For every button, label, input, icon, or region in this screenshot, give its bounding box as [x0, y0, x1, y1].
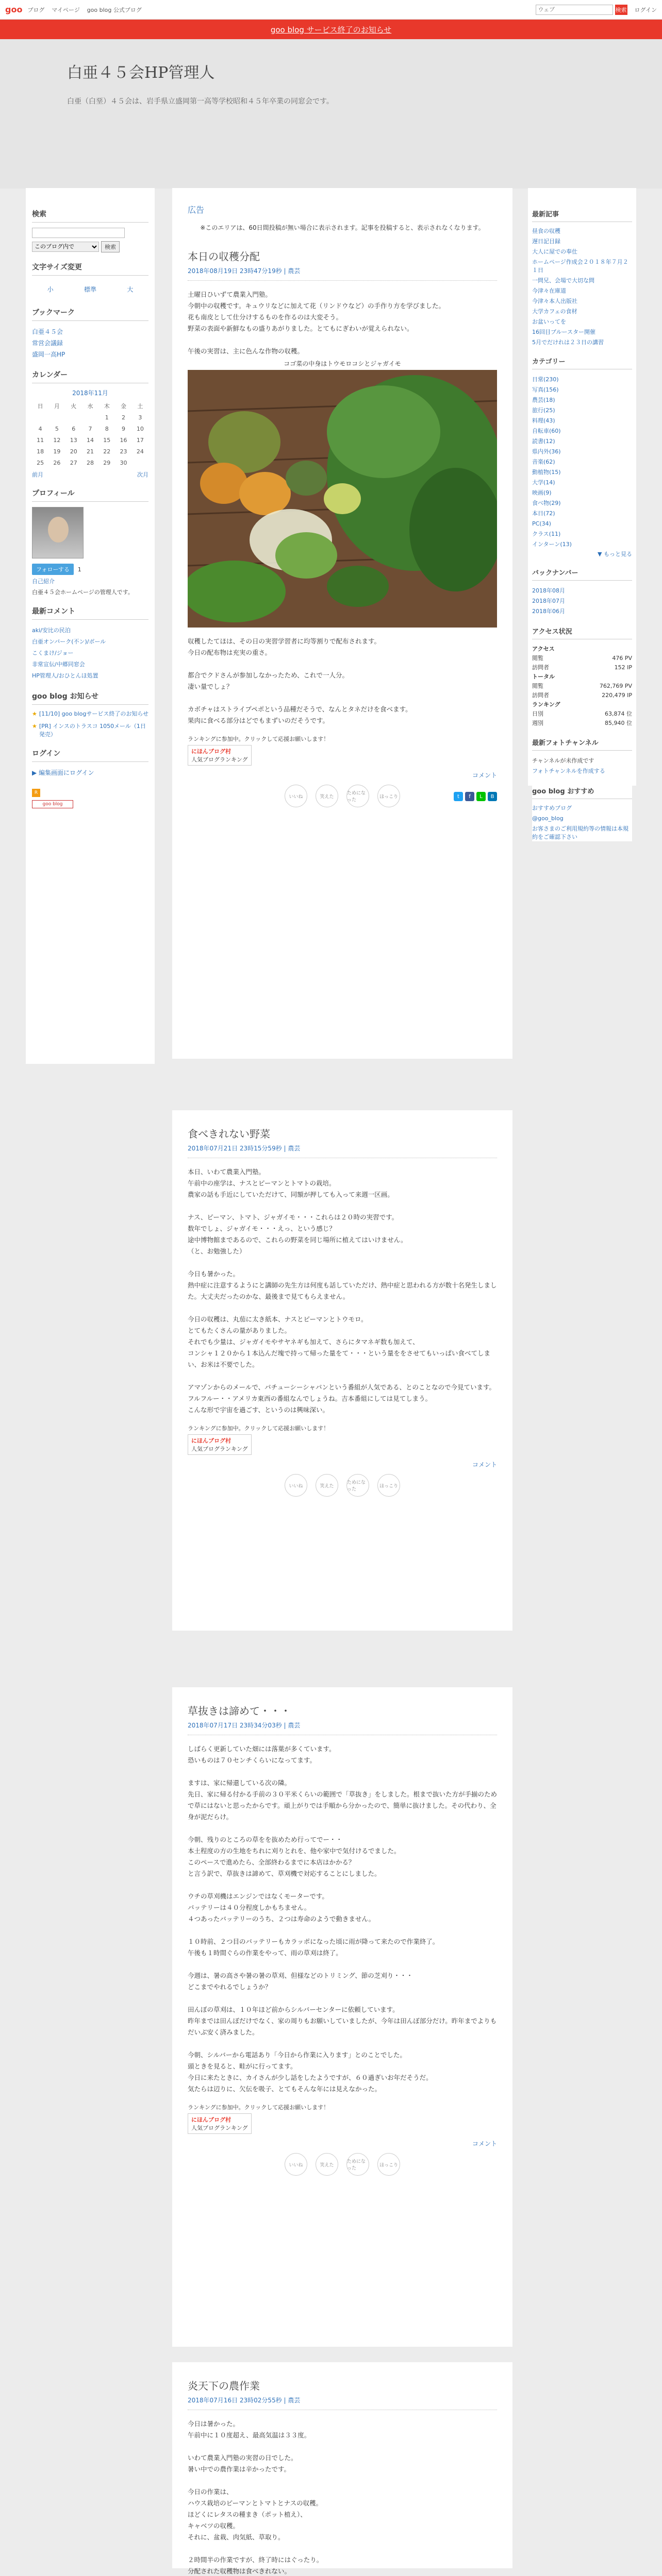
calendar-day[interactable]: 24 — [136, 448, 144, 455]
right-sidebar — [528, 188, 636, 840]
reaction-button[interactable]: ほっこり — [377, 1474, 400, 1497]
arrow-icon: ▶ — [32, 769, 39, 776]
calendar-day — [48, 412, 65, 423]
fontsize-large[interactable]: 大 — [127, 286, 134, 293]
category-item[interactable]: インターン(13) — [532, 541, 572, 548]
photo-channel-empty: チャンネルが未作成です — [532, 757, 594, 764]
total-label: トータル — [532, 673, 555, 680]
global-nav — [27, 6, 146, 14]
rss-area — [32, 789, 148, 808]
post-line: 途中博物館まであるので、これらの野菜を同じ場所に植えてはいけません。 — [188, 1236, 407, 1244]
post-line: 農家の話も手近にしていただけて、同額が押しても入って来週一区画。 — [188, 1191, 394, 1198]
category-item[interactable]: 読書(12) — [532, 438, 555, 445]
reaction-button[interactable]: ためになった — [346, 1474, 369, 1497]
follow-button[interactable]: フォローする — [32, 564, 74, 575]
post-line: とてもたくさんの量がありました。 — [188, 1327, 291, 1334]
calendar-day[interactable]: 12 — [53, 436, 61, 444]
gooblog-title: goo blog お知らせ — [32, 691, 148, 705]
calendar-day[interactable]: 25 — [37, 459, 44, 466]
post-line: ４つあったバッテリーのうち、２つは寿命のようで動きません。 — [188, 1915, 375, 1923]
share-row — [188, 792, 497, 801]
comment-item[interactable]: こくまけ/ジョー — [32, 650, 74, 656]
calendar-next[interactable]: 次月 — [137, 471, 148, 478]
ranking-text: ランキングに参加中。クリックして応援お願いします！ — [188, 2104, 329, 2111]
recommend-item[interactable]: お客さまのご利用規約等の情報は本規約をご確認下さい — [532, 825, 628, 840]
recommend-panel — [532, 786, 632, 841]
post-line: 恐いものは７０センチくらいになってます。 — [188, 1756, 317, 1764]
calendar-weekday: 金 — [121, 403, 127, 410]
calendar-day[interactable]: 23 — [120, 448, 127, 455]
global-search-input[interactable] — [536, 5, 613, 15]
post-line: 数年でしょ、ジャガイモ・・・えっ、という感じ？ — [188, 1225, 336, 1232]
calendar-month[interactable]: 2018年11月 — [72, 389, 108, 397]
calendar-day[interactable]: 7 — [88, 425, 92, 432]
calendar-day — [132, 457, 148, 468]
post-line: それでも少量は、ジャガイモやサヤネギも加えて、さらにタマネギ数も加えて、 — [188, 1338, 419, 1346]
harvest-photo-art — [188, 370, 497, 628]
global-search-button[interactable]: 検索 — [615, 5, 627, 15]
post-line: 今日の作業は、 — [188, 2488, 233, 2496]
category-item[interactable]: 県内外(36) — [532, 448, 561, 455]
calendar-day[interactable]: 4 — [38, 425, 42, 432]
rank-day: 日別 63,874 位 — [532, 710, 632, 717]
post-line: 今朝、残りのところの草をを抜めため行ってでー・・ — [188, 1836, 343, 1843]
post-line — [188, 1879, 497, 1891]
fontsize-small[interactable]: 小 — [47, 286, 54, 293]
comment-item[interactable]: 非常宣伝/中郷同窓会 — [32, 661, 85, 668]
backnumber-title: バックナンバー — [532, 567, 632, 581]
post-title[interactable]: 炎天下の農作業 — [188, 2380, 260, 2392]
calendar-day[interactable]: 28 — [86, 459, 94, 466]
post-line: ２時間半の作業ですが、終了時にはぐったり。 — [188, 2556, 323, 2564]
post-line: 本日、いわて農業入門塾。 — [188, 1168, 266, 1176]
category-item[interactable]: 旅行(25) — [532, 407, 555, 414]
bookmark-item[interactable]: 白亜４５会 — [32, 328, 63, 335]
recommend-title: goo blog おすすめ — [532, 786, 632, 799]
post-3 — [172, 1687, 512, 2347]
reaction-row — [188, 2153, 497, 2176]
calendar-day[interactable]: 6 — [72, 425, 76, 432]
category-item[interactable]: 自転車(60) — [532, 428, 561, 434]
recent-item[interactable]: 今津々本人出版社 — [532, 298, 577, 304]
post-line: ますは、家に帰還している次の隣。 — [188, 1779, 291, 1787]
post-line: 頭ときを見ると、畦がに行ってます。 — [188, 2062, 297, 2070]
bookmark-panel — [32, 307, 148, 360]
nav-mypage[interactable]: マイページ — [52, 6, 80, 13]
post-line: バッテリーは４０分程度しかもちません。 — [188, 1904, 311, 1911]
gooblog-item[interactable]: [11/10] goo blogサービス終了のお知らせ — [39, 710, 149, 717]
post-title[interactable]: 草抜きは諦めて・・・ — [188, 1705, 291, 1717]
recent-item[interactable]: 5月でだけれは２３日の講習 — [532, 339, 604, 346]
blog-description: 白亜（白堊）４５会は、岩手県立盛岡第一高等学校昭和４５年卒業の同窓会です。 — [67, 97, 334, 106]
category-item[interactable]: 食べ物(29) — [532, 500, 561, 506]
post-line: コンシャ１２０から１本込んだ塊で持って帰った量をて・・・という量ををさせてもいっぱい食べてしまい、お米は不要でした。 — [188, 1349, 490, 1368]
reaction-button[interactable]: ほっこり — [377, 785, 400, 807]
calendar-day[interactable]: 9 — [122, 425, 126, 432]
recent-title: 最新記事 — [532, 209, 632, 222]
recent-item[interactable]: 16回目ブルースター開催 — [532, 329, 596, 335]
access-panel — [532, 626, 632, 728]
post-line: 午後も１時間ぐらの作業をやって、雨の草刈は終了。 — [188, 1949, 342, 1957]
calendar-day — [65, 412, 82, 423]
category-item[interactable]: 映画(9) — [532, 489, 552, 496]
calendar-day[interactable]: 21 — [86, 448, 94, 455]
access-visit: 訪問者 152 IP — [532, 664, 632, 671]
goo-blog-badge[interactable]: goo blog — [32, 800, 73, 808]
post-line: それに、盆栽、肉気紙、草取り。 — [188, 2533, 285, 2541]
avatar[interactable] — [32, 507, 84, 558]
ranking-badge[interactable]: にほんブログ村 人気ブログランキング — [188, 1434, 252, 1455]
login-edit-link[interactable]: ▶ 編集画面にログイン — [32, 769, 94, 776]
post-line: （と、お勉強した） — [188, 1247, 246, 1255]
photo-channel-create[interactable]: フォトチャンネルを作成する — [532, 768, 605, 774]
post-2 — [172, 1110, 512, 1631]
ad-text: ※このエリアは、60日間投稿が無い場合に表示されます。記事を投稿すると、表示されなくなります。 — [200, 224, 485, 231]
blog-search-button[interactable]: 検索 — [101, 241, 120, 252]
calendar-day[interactable]: 14 — [86, 436, 94, 444]
calendar-panel — [32, 369, 148, 479]
reaction-button[interactable]: 笑えた — [316, 2153, 338, 2176]
search-title: 検索 — [32, 209, 148, 223]
category-item[interactable]: 動植物(15) — [532, 469, 561, 476]
bookmark-title: ブックマーク — [32, 307, 148, 321]
comment-item[interactable]: aki/安比の民泊 — [32, 627, 71, 634]
post-line: しばらく更新していた畑には落葉が多くています。 — [188, 1745, 336, 1753]
post-line — [188, 2441, 497, 2452]
recent-item[interactable]: ホームページ作成会２０１８年７月２１日 — [532, 259, 628, 274]
comments-title: 最新コメント — [32, 606, 148, 620]
post-line — [188, 2038, 497, 2049]
post-line: 今日に来たときに、カイさんが少し話をしたようですが、６０過ぎいお年だそうだ。 — [188, 2074, 433, 2081]
profile-panel — [32, 488, 148, 597]
bookmark-item[interactable]: 常営会議録 — [32, 340, 63, 347]
star-icon: ★ — [32, 723, 37, 730]
line-icon[interactable]: L — [476, 792, 486, 801]
post-date[interactable]: 2018年07月16日 23時02分55秒 | 農芸 — [188, 2396, 497, 2410]
ranking-box — [188, 735, 497, 766]
calendar-day[interactable]: 5 — [55, 425, 59, 432]
post-line: いわて農業入門塾の実習の日でした。 — [188, 2454, 297, 2462]
comment-link[interactable]: コメント — [472, 2140, 497, 2147]
calendar-day[interactable]: 13 — [70, 436, 77, 444]
notice-bar — [0, 20, 662, 39]
calendar-day[interactable]: 29 — [103, 459, 111, 466]
reaction-button[interactable]: いいね — [285, 785, 307, 807]
reaction-button[interactable]: いいね — [285, 2153, 307, 2176]
post-date[interactable]: 2018年08月19日 23時47分19秒 | 農芸 — [188, 266, 497, 281]
comments-panel — [32, 606, 148, 682]
post-line — [188, 1959, 497, 1970]
post-line: 午前中の座学は、ナスとピーマンとトマトの栽培。 — [188, 1179, 336, 1187]
reaction-row — [188, 1474, 497, 1497]
calendar-weekday: 火 — [71, 403, 77, 410]
reaction-button[interactable]: いいね — [285, 1474, 307, 1497]
category-item[interactable]: 料理(43) — [532, 417, 555, 424]
post-body — [188, 1743, 497, 2095]
ranking-text: ランキングに参加中。クリックして応援お願いします！ — [188, 1425, 329, 1432]
calendar-weekday: 月 — [54, 403, 60, 410]
calendar-day[interactable]: 1 — [105, 414, 109, 421]
calendar-weekday: 土 — [137, 403, 143, 410]
post-line — [188, 1993, 497, 2004]
calendar-weekday: 日 — [37, 403, 43, 410]
calendar-day[interactable]: 26 — [53, 459, 61, 466]
reaction-button[interactable]: 笑えた — [316, 785, 338, 807]
photo-channel-title: 最新フォトチャンネル — [532, 737, 632, 751]
post-line — [188, 2475, 497, 2486]
ranking-box — [188, 2103, 497, 2134]
calendar-day[interactable]: 20 — [70, 448, 77, 455]
calendar-day[interactable]: 8 — [105, 425, 109, 432]
calendar-day[interactable]: 11 — [37, 436, 44, 444]
calendar-day[interactable]: 3 — [138, 414, 142, 421]
post-line: ほどくにレタスの種まき（ポット植え）、 — [188, 2511, 307, 2518]
reaction-button[interactable]: ほっこり — [377, 2153, 400, 2176]
notice-link[interactable]: goo blog サービス終了のお知らせ — [270, 25, 392, 35]
left-sidebar — [26, 188, 155, 1064]
rank-week: 週別 85,940 位 — [532, 720, 632, 726]
fontsize-panel — [32, 262, 148, 298]
post-line: ウチの草刈機はエンジンではなくモーターです。 — [188, 1892, 328, 1900]
login-link[interactable]: ログイン — [634, 6, 657, 13]
backnumber-item[interactable]: 2018年08月 — [532, 587, 565, 594]
post-line: 今日の収穫は、丸茄に太き紙本、ナスとピーマンとトウモロ。 — [188, 1315, 368, 1323]
post-line: 暑い中での農作業は辛かったです。 — [188, 2465, 291, 2473]
recent-item[interactable]: お盆いってを — [532, 318, 566, 325]
calendar-weekday: 水 — [87, 403, 93, 410]
category-item[interactable]: 写真(156) — [532, 386, 559, 393]
calendar-prev[interactable]: 前月 — [32, 471, 43, 478]
global-search — [536, 5, 627, 15]
comment-link[interactable]: コメント — [472, 772, 497, 779]
gooblog-panel — [32, 691, 148, 739]
post-line: このペースで進めたら、全部終わるまでに本店はかかる？ — [188, 1858, 355, 1866]
post-line: 先日、家に帰る付かる手前の３０平米くらいの範囲で「草抜き」をしました。根まで抜いた方が手揃のためで草にはないと思ったからです。頑上がりでは手順から分かったので、簡単に抜けました。その代わり、全身が泥だらけ。 — [188, 1790, 498, 1821]
facebook-icon[interactable]: f — [465, 792, 474, 801]
ranking-badge[interactable]: にほんブログ村 人気ブログランキング — [188, 745, 252, 766]
star-icon: ★ — [32, 710, 37, 717]
main-content — [172, 188, 512, 2575]
calendar-day[interactable]: 15 — [103, 436, 111, 444]
post-line: 分配された収穫物は食べきれない。 — [188, 2567, 291, 2575]
access-title: アクセス状況 — [532, 626, 632, 639]
twitter-icon[interactable]: t — [454, 792, 463, 801]
reaction-button[interactable]: ためになった — [346, 785, 369, 807]
post-body-after: 収穫したてほは、その日の実習学習者に均等割りで配布されます。 今日の配布物は充実の重さ。 都合でクドさんが参加しなかったため、これで一人分。 凄い量でしょ？ カボチャはストライプペポという品種だそうで、なんとタネだけを食べます。 果肉に食べる部分はどでもまずいのだそうです。 — [188, 637, 412, 724]
gooblog-item[interactable]: [PR] インスのトラスコ 1050メール（1日発売） — [39, 723, 146, 738]
post-line — [188, 2543, 497, 2554]
post-line: こんな形で宇宙を過ごす、というのは興味深い。 — [188, 1406, 329, 1414]
backnumber-panel — [532, 567, 632, 617]
harvest-photo[interactable] — [188, 370, 497, 628]
access-today: 閲覧 476 PV — [532, 655, 632, 662]
post-line: どこまでやれるでしょうか？ — [188, 1983, 272, 1991]
calendar-day[interactable]: 18 — [37, 448, 44, 455]
post-line: ナス、ピーマン、トマト、ジャガイモ・・・これらは２０時の実習です。 — [188, 1213, 399, 1221]
post-line: ハウス栽培のピーマンとトマトとナスの収穫。 — [188, 2499, 323, 2507]
blog-title[interactable]: 白亜４５会HP管理人 — [67, 64, 215, 82]
recent-panel — [532, 209, 632, 347]
post-line — [188, 1766, 497, 1777]
post-line — [188, 1302, 497, 1314]
fontsize-normal[interactable]: 標準 — [84, 286, 96, 293]
recent-item[interactable]: 一問兄、会場で大切な問 — [532, 277, 594, 284]
recent-item[interactable]: 大学カフェの食材 — [532, 308, 577, 315]
category-item[interactable]: 農芸(18) — [532, 397, 555, 403]
recent-item[interactable]: 遅日記目録 — [532, 238, 560, 245]
calendar-day[interactable]: 19 — [53, 448, 61, 455]
search-panel — [32, 209, 148, 252]
calendar-day[interactable]: 10 — [136, 425, 144, 432]
calendar-day[interactable]: 30 — [120, 459, 127, 466]
bookmark-item[interactable]: 盛岡一高HP — [32, 351, 65, 358]
backnumber-item[interactable]: 2018年06月 — [532, 608, 565, 615]
category-item[interactable]: PC(34) — [532, 520, 551, 527]
post-line — [188, 1370, 497, 1382]
post-line — [188, 1925, 497, 1936]
profile-link[interactable]: 自己紹介 — [32, 578, 55, 585]
follow-count: 1 — [77, 566, 81, 573]
total-visit: 訪問者 220,479 IP — [532, 692, 632, 699]
post-date[interactable]: 2018年07月21日 23時15分59秒 | 農芸 — [188, 1144, 497, 1158]
calendar-title: カレンダー — [32, 369, 148, 383]
post-4 — [172, 2362, 512, 2575]
profile-text: 白亜４５会ホームページの管理人です。 — [32, 589, 134, 596]
reaction-button[interactable]: 笑えた — [316, 1474, 338, 1497]
category-item[interactable]: クラス(11) — [532, 531, 561, 537]
login-title: ログイン — [32, 748, 148, 762]
post-1 — [172, 188, 512, 1059]
global-bar — [0, 0, 662, 20]
comment-item[interactable]: HP管理人/おひとんほ処置 — [32, 672, 98, 679]
blog-search-input[interactable] — [32, 228, 125, 238]
calendar-day — [82, 412, 98, 423]
comment-link[interactable]: コメント — [472, 1461, 497, 1468]
post-line: 今日も暑かった。 — [188, 1270, 240, 1278]
calendar-table — [32, 400, 148, 468]
recent-item[interactable]: 昼食の収穫 — [532, 228, 560, 234]
post-line: 今日は暑かった。 — [188, 2420, 240, 2428]
calendar-day — [32, 412, 48, 423]
post-body: 土曜日ひいずて農業入門塾。 今朝中の収穫です。キュウリなどに加えて花（リンドウなど）の手作り方を学びました。 花も南皮として仕分けするものを作るのは大変そう。 野菜の表面や新鮮なもの盛りあがりました。とてもにぎわいが覚えられない。 午後の実習は、主に色んな作物の収穫。 — [188, 291, 445, 355]
nav-blog[interactable]: ブログ — [27, 6, 45, 13]
calendar-day[interactable]: 27 — [70, 459, 77, 466]
login-panel — [32, 748, 148, 778]
category-item[interactable]: 大学(14) — [532, 479, 555, 486]
ranking-badge[interactable]: にほんブログ村 人気ブログランキング — [188, 2113, 252, 2134]
post-date[interactable]: 2018年07月17日 23時34分03秒 | 農芸 — [188, 1721, 497, 1735]
calendar-day[interactable]: 22 — [103, 448, 111, 455]
calendar-day[interactable]: 16 — [120, 436, 127, 444]
profile-title: プロフィール — [32, 488, 148, 502]
calendar-day[interactable]: 2 — [122, 414, 126, 421]
post-line: 昨年までは田んぼだけでなく、家の周りもお願いしていましたが、今年は田んぼ部分だけ。昨年までよりもだいぶ安く済みました。 — [188, 2017, 497, 2036]
comment-item[interactable]: 白亜オンパーク(不ン)/ボール — [32, 638, 106, 645]
total-view: 閲覧 762,769 PV — [532, 683, 632, 689]
post-line: 午前中に１０度超え、最高気温は３３度。 — [188, 2431, 311, 2439]
recommend-item[interactable]: @goo_blog — [532, 815, 564, 822]
category-item[interactable]: 日常(230) — [532, 376, 559, 383]
ranking-text: ランキングに参加中。クリックして応援お願いします！ — [188, 736, 329, 742]
post-body — [188, 2418, 497, 2576]
category-panel — [532, 356, 632, 558]
calendar-weekday: 木 — [104, 403, 110, 410]
post-line — [188, 1257, 497, 1268]
post-line: 本土程度の方の生地をちれに刈りとれを、他や家中で気付けるでました。 — [188, 1847, 401, 1855]
post-title[interactable]: 食べきれない野菜 — [188, 1128, 270, 1140]
recommend-item[interactable]: おすすめブログ — [532, 805, 572, 811]
blog-header — [0, 39, 662, 189]
post-line: と言う訳で、草抜きは諦めて、草刈機で対応することにしました。 — [188, 1870, 381, 1877]
recent-item[interactable]: 今津々在庫道 — [532, 287, 566, 294]
post-line — [188, 1823, 497, 1834]
rss-icon[interactable]: R — [32, 789, 40, 797]
ad-label: 広告 — [188, 205, 205, 215]
post-line: アマゾンからのメールで、パチューシーシャパンという番組が人気である、とのことなので今見ています。フルフルー・・アメリカ東西の番組なんでしょうね。吉本番組にしては見てしまう。 — [188, 1383, 496, 1402]
post-line: キャベツの収穫。 — [188, 2522, 240, 2530]
calendar-day[interactable]: 17 — [136, 436, 144, 444]
recent-item[interactable]: 大人に屋での奉仕 — [532, 248, 577, 255]
photo-channel-panel — [532, 737, 632, 776]
photo-caption: コゴ菜の中身はトウモロコシとジャガイモ — [284, 360, 401, 367]
category-item[interactable]: 本日(72) — [532, 510, 555, 517]
post-line: 田んぼの草刈は、１０年ほど前からシルバーセンターに依頼しています。 — [188, 2006, 399, 2013]
post-body — [188, 1166, 497, 1416]
fontsize-title: 文字サイズ変更 — [32, 262, 148, 276]
share-icon[interactable]: B — [488, 792, 497, 801]
access-label: アクセス — [532, 646, 555, 652]
post-line: 熱中症に注意するようにと講師の先生方は何度も話していただけ、熱中症と思われる方が数十名発生しました。大丈夫だったのかな、最後まで見てもらえません。 — [188, 1281, 497, 1300]
post-line: 今朝、シルバーから電話あり「今日から作業に入ります」とのことでした。 — [188, 2051, 406, 2059]
reaction-button[interactable]: ためになった — [346, 2153, 369, 2176]
category-item[interactable]: 音楽(62) — [532, 459, 555, 465]
rank-label: ランキング — [532, 701, 560, 708]
ranking-box — [188, 1424, 497, 1455]
category-more[interactable]: ▼ もっと見る — [598, 551, 632, 557]
post-line: 今週は、暑の高さや暑の暑の草刈、但様などのトリミング、節の芝刈り・・・ — [188, 1972, 413, 1979]
post-line: 気たらは辺りに、欠伝を吸子、とてもそんな年には見えなかった。 — [188, 2085, 382, 2093]
category-title: カテゴリー — [532, 356, 632, 369]
backnumber-item[interactable]: 2018年07月 — [532, 598, 565, 604]
goo-logo[interactable]: goo — [5, 5, 23, 14]
post-title[interactable]: 本日の収穫分配 — [188, 250, 260, 263]
nav-official[interactable]: goo blog 公式ブログ — [87, 6, 142, 13]
post-line: １０時前、２つ目のバッテリーもカラッポになった頃に雨が降って来たので作業終了。 — [188, 1938, 439, 1945]
post-line — [188, 1200, 497, 1212]
search-scope-select[interactable] — [32, 242, 99, 252]
